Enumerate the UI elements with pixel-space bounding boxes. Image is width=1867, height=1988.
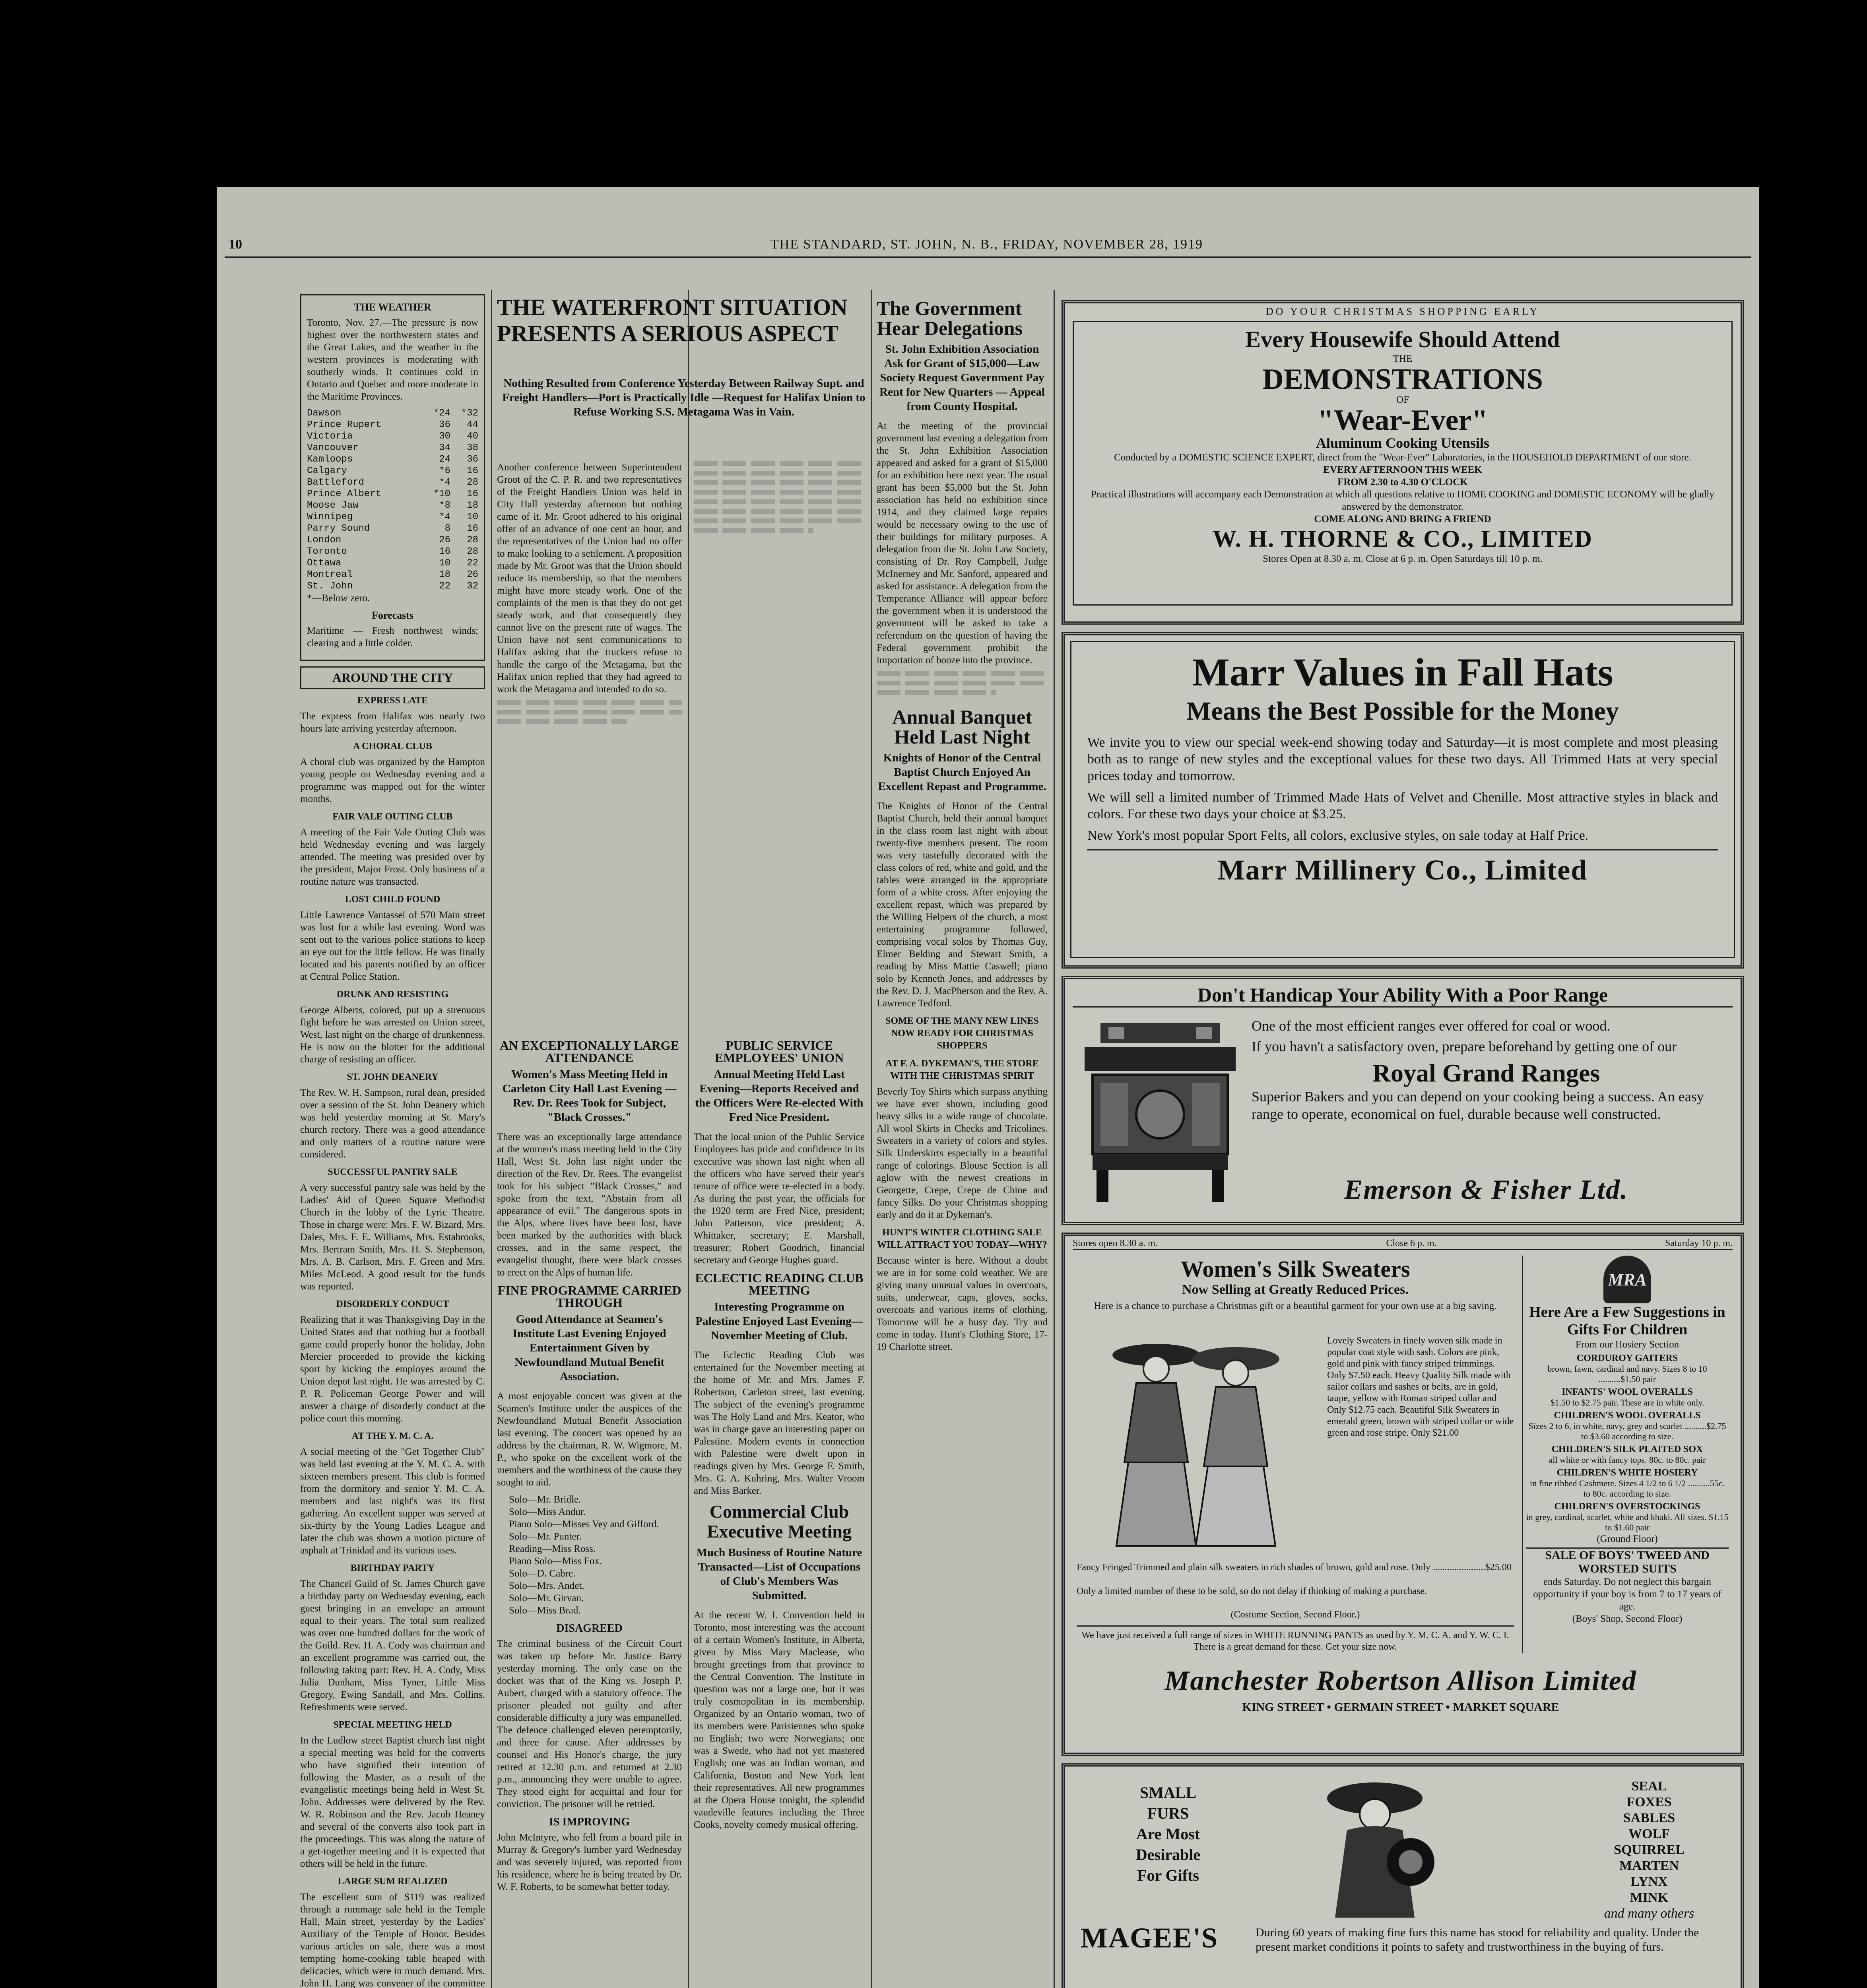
city-item-head: SPECIAL MEETING HELD — [333, 1720, 452, 1730]
dykeman-head1: SOME OF THE MANY NEW LINES NOW READY FOR CHRISTMAS SHOPPERS — [885, 1016, 1039, 1051]
weather-max: 38 — [467, 443, 478, 453]
emerson-big: Royal Grand Ranges — [1372, 1059, 1600, 1087]
weather-row — [307, 465, 478, 477]
dykeman-body: Beverly Toy Shirts which surpass anything we have ever shown, including good heavy silks in a wide range of chocolate. All wool Skirts in Checks and Tricolines. Sweaters in a variety of colors and styles. Silk Underskirts especially in a beautiful range of colorings. Blouse Section is all aglow with the newest creations in Georgette, Crepe, Crepe de Chine and fancy Silks. Do your Christmas shopping early and do it at Dykeman's. — [877, 1086, 1048, 1220]
column-4 — [877, 294, 1048, 1988]
thorne-line4: Aluminum Cooking Utensils — [1316, 435, 1490, 451]
gift-text: brown, fawn, cardinal and navy. Sizes 8 to 10 ..........$1.50 pair — [1547, 1364, 1707, 1384]
weather-max: 16 — [467, 523, 478, 534]
marr-line2: Means the Best Possible for the Money — [1186, 697, 1619, 726]
weather-city: Ottawa — [307, 558, 342, 569]
mra-monogram: MRA — [1603, 1256, 1651, 1303]
weather-max: 16 — [467, 466, 478, 476]
header-rule — [225, 256, 1751, 258]
women-sweater-illustration — [1077, 1331, 1315, 1554]
mra-desc: Lovely Sweaters in finely woven silk made in popular coat style with sash. Colors are pink, gold and pink with fancy striped trimmings. Only $7.50 each. Heavy Quality Silk made with sailor collars and sashes or belts, are in gold, taupe, yellow with Roman striped collar and Only $12.75 each. Beautiful Silk Sweaters in emerald green, brown with striped collar or wide green and rose stripe. Only $21.00 — [1327, 1336, 1514, 1438]
marr-p2: We will sell a limited number of Trimmed Made Hats of Velvet and Chenille. Most attractive styles in black and colors. For these two days your choice at $3.25. — [1087, 790, 1718, 821]
waterfront-deck: Nothing Resulted from Conference Yesterday Between Railway Supt. and Freight Handlers—Port is Practically Idle —Request for Halifax Union to Refuse Working S.S. Metagama Was in Vain. — [502, 377, 866, 418]
marr-p1: We invite you to view our special week-end showing today and Saturday—it is most complete and most pleasing both as to range of new styles and the exceptional values for these two days. All Trimmed Hats at very special prices today and tomorrow. — [1087, 735, 1718, 783]
city-item-text: The express from Halifax was nearly two hours late arriving yesterday afternoon. — [300, 711, 485, 734]
city-item-text: A social meeting of the "Get Together Club" was held last evening at the Y. M. C. A. with sixteen members present. This club is formed from the dormitory and senior Y. M. C. A. members and last night's was its first gathering. An excellent supper was served at six-thirty by the Young Ladies League and later the club was shown a motion picture of asphalt at Trinidad and its various uses. — [300, 1446, 485, 1556]
city-item-head: A CHORAL CLUB — [353, 741, 432, 751]
mra-hours-mid: Close 6 p. m. — [1386, 1238, 1437, 1248]
weather-max: 16 — [467, 489, 478, 499]
city-item-text: Little Lawrence Vantassel of 570 Main street was lost for a while last evening. Word was sent out to the various police stations to keep an eye out for the little fellow. He was finally located and his parents notified by an officer at Central Police Station. — [300, 910, 485, 982]
weather-row — [307, 419, 478, 431]
newspaper-page — [217, 187, 1759, 1988]
mra-intro: Here is a chance to purchase a Christmas gift or a beautiful garment for your own use at a big saving. — [1094, 1301, 1497, 1311]
weather-row — [307, 500, 478, 511]
fine-programme-body: A most enjoyable concert was given at the Seamen's Institute under the auspices of the Newfoundland Mutual Benefit Association last evening. The concert was opened by an address by the chairman, R. W. Wigmore, M. P., who spoke on the excellent work of the members and the worthiness of the cause they sought to aid. — [497, 1391, 682, 1488]
mass-meeting-headline: AN EXCEPTIONALLY LARGE ATTENDANCE — [499, 1038, 679, 1065]
government-deck: St. John Exhibition Association Ask for Grant of $15,000—Law Society Request Government Pay Rent for New Quarters — Appeal from County Hospital. — [879, 343, 1045, 413]
waterfront-deck-area — [497, 374, 871, 437]
marr-line1: Marr Values in Fall Hats — [1192, 650, 1613, 694]
weather-max: 36 — [467, 454, 478, 465]
weather-city: Dawson — [307, 408, 342, 419]
weather-min: 16 — [439, 546, 450, 557]
programme-item: Solo—Mr. Girvan. — [509, 1593, 584, 1604]
weather-city: Montreal — [307, 569, 353, 580]
weather-min: 8 — [444, 523, 450, 534]
programme-item: Solo—Miss Brad. — [509, 1605, 581, 1616]
city-item-head: DRUNK AND RESISTING — [336, 989, 449, 1000]
page-number: 10 — [229, 237, 242, 252]
commercial-club-headline: Commercial Club Executive Meeting — [706, 1501, 852, 1541]
city-item-text: A meeting of the Fair Vale Outing Club was held Wednesday evening and was largely attended. The meeting was presided over by the president, Major Frost. Only business of a routine nature was transacted. — [300, 827, 485, 887]
mra-gifts-sub: From our Hosiery Section — [1575, 1339, 1679, 1350]
weather-min: 26 — [439, 535, 450, 546]
weather-max: 22 — [467, 558, 478, 569]
gift-text: all white or with fancy tops. 80c. to 80c. pair — [1549, 1455, 1706, 1465]
mra-gifts-floor: (Ground Floor) — [1597, 1534, 1658, 1544]
weather-max: 28 — [467, 477, 478, 488]
magee-left1: SMALL — [1139, 1784, 1197, 1802]
weather-min: *10 — [433, 489, 450, 499]
fur-item: MARTEN — [1619, 1858, 1679, 1873]
weather-min: 30 — [439, 431, 450, 442]
page-header — [229, 237, 1747, 252]
weather-city: Victoria — [307, 431, 353, 442]
mra-limited: Only a limited number of these to be sold, so do not delay if thinking of making a purchase. — [1077, 1586, 1427, 1596]
waterfront-headline: THE WATERFRONT SITUATION PRESENTS A SERIOUS ASPECT — [497, 294, 848, 346]
ad-emerson — [1062, 976, 1744, 1225]
thorne-line7: FROM 2.30 to 4.30 O'CLOCK — [1337, 477, 1468, 487]
programme-item: Solo—Miss Andur. — [509, 1507, 586, 1517]
fur-item: and many others — [1604, 1906, 1694, 1921]
thorne-line5: Conducted by a DOMESTIC SCIENCE EXPERT, direct from the "Wear-Ever" Laboratories, in the HOUSEHOLD DEPARTMENT of our store. — [1114, 452, 1691, 463]
fur-item: SQUIRREL — [1614, 1842, 1685, 1857]
weather-min: *24 — [433, 408, 450, 419]
magee-left4: Desirable — [1135, 1846, 1201, 1864]
weather-table — [307, 408, 478, 592]
government-body: At the meeting of the provincial government last evening a delegation from the St. John Exhibition Association appeared and asked for a grant of $15,000 for an exhibition here next year. The usual grant has been $5,000 but the St. John association has held no exhibition since 1914, and they claimed large repairs would be necessary owing to the use of their buildings for military purposes. A delegation from the St. John Law Society, consisting of Dr. Roy Campbell, Judge McInerney and Mr. Sanford, appeared and asked for assistance. A delegation from the Temperance Alliance will appear before the government when it is understood the government will be asked to take a referendum on the question of having the Federal government prohibit the importation of booze into the province. — [877, 421, 1048, 666]
thorne-line9: COME ALONG AND BRING A FRIEND — [1314, 514, 1491, 524]
banquet-body: The Knights of Honor of the Central Baptist Church, held their annual banquet in the class room last night with about twenty-five members present. The room was very tastefully decorated with the class colors of red, white and gold, and the tables were arranged in the appropriate form of a white cross. After enjoying the excellent repast, which was prepared by the Willing Helpers of the church, a most entertaining programme followed, comprising vocal solos by Thomas Guy, Elmer Belding and Stewart Smith, a reading by Miss Mattie Caswell; piano solo by Kenneth Jones, and addresses by the Rev. D. J. MacPherson and the Rev. A. Lawrence Tedford. — [877, 801, 1048, 1009]
ad-marr — [1062, 632, 1744, 969]
weather-row — [307, 569, 478, 580]
city-item-head: SUCCESSFUL PANTRY SALE — [328, 1167, 458, 1177]
city-item-head: AT THE Y. M. C. A. — [351, 1431, 434, 1441]
thorne-line6: EVERY AFTERNOON THIS WEEK — [1323, 464, 1482, 475]
weather-city: Prince Albert — [307, 489, 382, 499]
thorne-line2: DEMONSTRATIONS — [1262, 363, 1543, 396]
weather-row — [307, 546, 478, 557]
improving-body: John McIntyre, who fell from a board pile in Murray & Gregory's lumber yard Wednesday and was severely injured, was reported from his residence, where he is being treated by Dr. W. F. Roberts, to be somewhat better today. — [497, 1832, 682, 1892]
city-item-text: In the Ludlow street Baptist church last night a special meeting was held for the converts who have signified their intention of following the Master, as a result of the evangelistic meetings being held in West St. John. Addresses were delivered by the Rev. W. R. Robinson and the Rev. Jacob Heaney and several of the converts also took part in the proceedings. This was along the nature of a get-together meeting and it is expected that others will be held in the future. — [300, 1735, 485, 1869]
weather-max: 28 — [467, 546, 478, 557]
around-city-title: AROUND THE CITY — [300, 666, 485, 689]
city-item-text: The Chancel Guild of St. James Church gave a birthday party on Wednesday evening, each guest bringing in an envelope an amount equal to their years. The total sum realized was over one hundred dollars for the work of the Guild. Rev. H. A. Cody was chairman and an excellent programme was carried out, the following taking part: Rev. H. A. Cody, Miss Julia Dunham, Miss Tyner, Little Miss Gregory, Ewing Sandall, and Mrs. Collins. Refreshments were served. — [300, 1578, 485, 1712]
weather-min: 36 — [439, 419, 450, 430]
disagreed-body: The criminal business of the Circuit Court was taken up before Mr. Justice Barry yesterday morning. The only case on the docket was that of the King vs. Joseph P. Aubert, charged with a statutory offence. The prisoner pleaded not guilty and after considerable difficulty a jury was empanelled. The defence challenged eleven peremptorily, and three for cause. After addresses by counsel and His Honor's charge, the jury retired at 12.30 p.m. and returned at 2.30 p.m., announcing they were unable to agree. They stood eight for acquittal and four for conviction. The prisoner will be retried. — [497, 1639, 682, 1809]
fur-item: LYNX — [1630, 1874, 1668, 1889]
city-item-head: LOST CHILD FOUND — [345, 894, 441, 905]
programme-item: Solo—Mr. Punter. — [509, 1531, 582, 1542]
weather-row — [307, 431, 478, 442]
thorne-line3: "Wear-Ever" — [1317, 404, 1488, 437]
magee-left2: FURS — [1147, 1804, 1189, 1822]
improving-head: IS IMPROVING — [549, 1816, 630, 1828]
city-item-head: DISORDERLY CONDUCT — [336, 1299, 449, 1309]
government-headline: The Government Hear Delegations — [877, 297, 1023, 339]
weather-city: Winnipeg — [307, 512, 353, 522]
gift-head: CHILDREN'S OVERSTOCKINGS — [1554, 1501, 1700, 1512]
fur-item: SEAL — [1631, 1779, 1667, 1794]
programme-item: Solo—D. Cabre. — [509, 1568, 576, 1579]
mra-pants: We have just received a full range of sizes in WHITE RUNNING PANTS as used by Y. M. C. A. and Y. W. C. I. There is a great demand for these. Get your size now. — [1077, 1625, 1514, 1653]
programme-list — [497, 1493, 682, 1617]
column-3 — [694, 1034, 865, 1988]
weather-city: St. John — [307, 581, 353, 592]
magee-left3: Are Most — [1136, 1825, 1200, 1843]
weather-city: Parry Sound — [307, 523, 370, 534]
weather-min: 24 — [439, 454, 450, 465]
thorne-top: DO YOUR CHRISTMAS SHOPPING EARLY — [1265, 306, 1540, 317]
weather-max: *32 — [461, 408, 478, 419]
marr-brand: Marr Millinery Co., Limited — [1087, 849, 1718, 887]
emerson-p3: Superior Bakers and you can depend on your cooking being a success. An easy range to operate, economical on fuel, durable because well constructed. — [1252, 1089, 1704, 1122]
weather-row — [307, 454, 478, 465]
mra-title: Women's Silk Sweaters — [1180, 1256, 1410, 1282]
public-service-deck: Annual Meeting Held Last Evening—Reports Received and the Officers Were Re-elected With Fred Nice President. — [695, 1068, 864, 1124]
column-divider — [688, 290, 689, 1988]
weather-max: 26 — [467, 569, 478, 580]
city-item-head: FAIR VALE OUTING CLUB — [332, 812, 453, 822]
weather-city: Moose Jaw — [307, 500, 359, 511]
magee-text: During 60 years of making fine furs this name has stood for reliability and quality. Under the present market conditions it points to safety and trustworthiness in the buying of furs. — [1256, 1926, 1699, 1953]
weather-city: Calgary — [307, 466, 347, 476]
weather-text: Toronto, Nov. 27.—The pressure is now highest over the northwestern states and the Great Lakes, and the weather in the western provinces is moderating with southerly winds. It continues cold in Ontario and Quebec and more moderate in the Maritime Provinces. — [307, 317, 478, 402]
magee-left — [1089, 1782, 1248, 1886]
gift-head: CHILDREN'S WHITE HOSIERY — [1556, 1468, 1698, 1478]
mra-boys-section: (Boys' Shop, Second Floor) — [1572, 1613, 1683, 1624]
gift-head: INFANTS' WOOL OVERALLS — [1562, 1387, 1693, 1397]
city-item-head: ST. JOHN DEANERY — [347, 1072, 439, 1082]
ad-magee — [1062, 1763, 1744, 1988]
gift-head: CHILDREN'S WOOL OVERALLS — [1554, 1410, 1701, 1421]
mra-streets: KING STREET • GERMAIN STREET • MARKET SQUARE — [1242, 1701, 1559, 1714]
mra-hours-right: Saturday 10 p. m. — [1665, 1238, 1733, 1248]
emerson-brand: Emerson & Fisher Ltd. — [1344, 1175, 1628, 1205]
fine-programme-headline: FINE PROGRAMME CARRIED THROUGH — [497, 1283, 681, 1310]
weather-max: 32 — [467, 581, 478, 592]
weather-city: Vancouver — [307, 443, 359, 453]
emerson-line1: Don't Handicap Your Ability With a Poor Range — [1073, 983, 1733, 1008]
weather-row — [307, 442, 478, 454]
thorne-of: OF — [1396, 394, 1409, 405]
mass-meeting-deck: Women's Mass Meeting Held in Carleton City Hall Last Evening — Rev. Dr. Rees Took for Subject, "Black Crosses." — [502, 1068, 677, 1124]
programme-item: Solo—Mrs. Andet. — [509, 1580, 584, 1591]
hunts-body: Because winter is here. Without a doubt we are in for some cold weather. We are giving many unusual values in overcoats, suits, underwear, caps, gloves, socks, overcoats and various items of clothing. Tomorrow will be a busy day. Try and come in today. Hunt's Clothing Store, 17-19 Charlotte street. — [877, 1255, 1048, 1352]
magee-left5: For Gifts — [1137, 1866, 1199, 1884]
mass-meeting-body: There was an exceptionally large attendance at the women's mass meeting held in the City Hall, West St. John last night under the direction of the Rev. Dr. Rees. The evangelist took for his subject "Black Crosses," and spoke from the text, "Abstain from all appearance of evil." The dangerous spots in the Alps, where lives have been lost, have been marked by the authorities with black crosses, and in the same respect, the evangelist thought, there were black crosses to erect on the Alps of human life. — [497, 1132, 682, 1278]
programme-item: Reading—Miss Ross. — [509, 1543, 596, 1554]
gift-head: CHILDREN'S SILK PLAITED SOX — [1551, 1444, 1703, 1454]
banquet-headline: Annual Banquet Held Last Night — [892, 706, 1032, 748]
below-zero-note: *—Below zero. — [307, 593, 370, 604]
weather-min: *4 — [439, 512, 450, 522]
disagreed-head: DISAGREED — [556, 1622, 623, 1635]
forecast-text: Maritime — Fresh northwest winds; clearing and a little colder. — [307, 625, 478, 648]
column-divider — [491, 290, 492, 1988]
thorne-the: THE — [1393, 353, 1413, 364]
hunts-head: HUNT'S WINTER CLOTHING SALE WILL ATTRACT YOU TODAY—WHY? — [877, 1227, 1047, 1250]
gift-text: Sizes 2 to 6, in white, navy, grey and scarlet ..........$2.75 to $3.60 according to size. — [1528, 1421, 1726, 1441]
waterfront-body-col2 — [694, 461, 865, 1038]
eclectic-deck: Interesting Programme on Palestine Enjoyed Last Evening—November Meeting of Club. — [695, 1301, 863, 1342]
fur-item: FOXES — [1626, 1795, 1672, 1809]
column-1 — [300, 294, 485, 1988]
weather-max: 40 — [467, 431, 478, 442]
column-2-lower — [497, 1034, 682, 1988]
thorne-line1: Every Housewife Should Attend — [1245, 326, 1560, 352]
weather-city: London — [307, 535, 342, 546]
weather-row — [307, 580, 478, 592]
gift-head: CORDUROY GAITERS — [1576, 1353, 1678, 1363]
weather-min: 22 — [439, 581, 450, 592]
programme-item: Piano Solo—Misses Vey and Gifford. — [509, 1519, 659, 1530]
weather-title: THE WEATHER — [354, 301, 431, 313]
weather-city: Kamloops — [307, 454, 353, 465]
gift-text: in grey, cardinal, scarlet, white and khaki. All sizes. $1.15 to $1.60 pair — [1526, 1512, 1729, 1532]
city-item-head: BIRTHDAY PARTY — [350, 1563, 435, 1573]
weather-min: 18 — [439, 569, 450, 580]
thorne-brand: W. H. THORNE & CO., LIMITED — [1213, 526, 1593, 552]
mra-hours-left: Stores open 8.30 a. m. — [1073, 1238, 1158, 1248]
city-item-text: The excellent sum of $119 was realized through a rummage sale held in the Temple Hall, Main street, yesterday by the Ladies' Auxiliary of the Temple of Honor. Besides various articles on sale, there was a most tempting home-cooking table heaped with delicacies, which were in much demand. Mrs. John H. Lang was convener of the committee — [300, 1892, 485, 1988]
weather-min: *6 — [439, 466, 450, 476]
weather-row — [307, 534, 478, 546]
weather-row — [307, 477, 478, 488]
weather-box — [300, 294, 485, 661]
mra-boys-text: ends Saturday. Do not neglect this bargain opportunity if your boy is from 7 to 17 years of age. — [1533, 1576, 1721, 1612]
city-item-text: A very successful pantry sale was held by the Ladies' Aid of Queen Square Methodist Church in the lobby of the Lyric Theatre. Those in charge were: Mrs. F. W. Bizard, Mrs. Dales, Mrs. F. E. Williams, Mrs. Estabrooks, Mrs. Bertram Smith, Mrs. H. S. Stephenson, Mrs. A. B. Carlson, Mrs. F. Green and Mrs. Miles McLeod. A good result for the funds was reported. — [300, 1182, 485, 1292]
fur-item: SABLES — [1623, 1811, 1675, 1825]
city-item-head: EXPRESS LATE — [357, 695, 428, 706]
thorne-hours: Stores Open at 8.30 a. m. Close at 6 p. m. Open Saturdays till 10 p. m. — [1263, 553, 1543, 564]
weather-row — [307, 523, 478, 534]
weather-max: 28 — [467, 535, 478, 546]
fine-programme-deck: Good Attendance at Seamen's Institute Last Evening Enjoyed Entertainment Given by Newfoundland Mutual Benefit Association. — [512, 1313, 666, 1383]
forecasts-title: Forecasts — [372, 610, 413, 621]
mra-hours — [1073, 1238, 1733, 1250]
commercial-club-deck: Much Business of Routine Nature Transacted—List of Occupations of Club's Members Was Submitted. — [696, 1546, 862, 1602]
mra-section: (Costume Section, Second Floor.) — [1230, 1609, 1360, 1620]
magee-brand: MAGEE'S — [1081, 1922, 1219, 1954]
weather-max: 18 — [467, 500, 478, 511]
mra-boys-title: SALE OF BOYS' TWEED AND WORSTED SUITS — [1526, 1547, 1729, 1576]
weather-row — [307, 511, 478, 523]
city-item-head: LARGE SUM REALIZED — [338, 1876, 448, 1887]
weather-min: *8 — [439, 500, 450, 511]
gift-text: $1.50 to $2.75 pair. These are in white only. — [1550, 1398, 1704, 1408]
mra-children-gifts — [1526, 1256, 1729, 1653]
city-item-text: A choral club was organized by the Hampton young people on Wednesday evening and a programme was mapped out for the winter months. — [300, 757, 485, 804]
ad-mra — [1062, 1233, 1744, 1756]
weather-city: Prince Rupert — [307, 419, 382, 430]
fur-item: WOLF — [1628, 1827, 1670, 1841]
waterfront-body-col1 — [497, 461, 682, 1038]
emerson-p2: If you havn't a satisfactory oven, prepare beforehand by getting one of our — [1252, 1039, 1677, 1054]
weather-max: 10 — [467, 512, 478, 522]
weather-city: Toronto — [307, 546, 347, 557]
weather-min: 34 — [439, 443, 450, 453]
dykeman-head2: AT F. A. DYKEMAN'S, THE STORE WITH THE CHRISTMAS SPIRIT — [885, 1058, 1039, 1081]
fur-item: MINK — [1630, 1890, 1669, 1905]
city-item-text: The Rev. W. H. Sampson, rural dean, presided over a session of the St. John Deanery which was held yesterday morning at St. Mary's church rectory. There was a good attendance and only matters of a routine nature were considered. — [300, 1087, 485, 1160]
weather-min: 10 — [439, 558, 450, 569]
city-item-text: George Alberts, colored, put up a strenuous fight before he was arrested on Union street, West, last night on the charge of drunkenness. He is now on the blotter for the additional charge of resisting an officer. — [300, 1005, 485, 1065]
thorne-line8: Practical illustrations will accompany each Demonstration at which all questions relative to HOME COOKING and DOMESTIC ECONOMY will be gladly answered by the demonstrator. — [1091, 489, 1714, 512]
mra-subtitle: Now Selling at Greatly Reduced Prices. — [1182, 1282, 1409, 1297]
weather-row — [307, 408, 478, 419]
masthead: THE STANDARD, ST. JOHN, N. B., FRIDAY, NOVEMBER 28, 1919 — [770, 237, 1203, 252]
banquet-deck: Knights of Honor of the Central Baptist Church Enjoyed An Excellent Repast and Programme. — [878, 751, 1046, 793]
mra-fringed: Fancy Fringed Trimmed and plain silk sweaters in rich shades of brown, gold and rose. Only ......................$25.00 — [1077, 1562, 1512, 1573]
magee-fur-list — [1582, 1778, 1717, 1922]
weather-max: 44 — [467, 419, 478, 430]
weather-city: Battleford — [307, 477, 365, 488]
public-service-body: That the local union of the Public Service Employees has pride and confidence in its executive was shown last night when all the officers who have served their year's tenure of office were re-elected in a body. As during the past year, the officials for the 1920 term are Fred Nice, president; John Patterson, vice president; A. Whittaker, secretary; E. Marshall, treasurer; Robert Goodrich, financial secretary and George Hughes guard. — [694, 1132, 865, 1266]
weather-min: *4 — [439, 477, 450, 488]
eclectic-body: The Eclectic Reading Club was entertained for the November meeting at the home of Mr. and Mrs. James F. Robertson, Carleton street, last evening. The subject of the evening's programme was The Holy Land and Mrs. Keator, who was in charge gave an interesting paper on Palestine. Modern events in connection with Palestine were dwelt upon in readings given by Mrs. George F. Smith, Mrs. G. A. Kuhring, Mrs. Walter Vroom and Miss Barker. — [694, 1350, 865, 1496]
gift-text: in fine ribbed Cashmere. Sizes 4 1/2 to 6 1/2 ..........55c. to 80c. according to size. — [1529, 1478, 1725, 1499]
waterfront-body: Another conference between Superintendent Groot of the C. P. R. and two representatives of the Freight Handlers Union was held in City Hall yesterday afternoon but nothing came of it. Mr. Groot adhered to his original offer of an advance of one cent an hour, and the representatives of the Union had no offer to make looking to a settlement. A proposition made by Mr. Groot was that the Union should reduce its membership, so that the members might have more steady work. One of the complaints of the men is that they do not get steady work, and that consequently they cannot live on the present rate of wages. The Union have not sent communications to Halifax asking that the truckers refuse to handle the cargo of the Metagama, but the Halifax union replied that they had agreed to work the Metagama and intended to do so. — [497, 462, 682, 695]
mra-gifts-title: Here Are a Few Suggestions in Gifts For Children — [1529, 1304, 1725, 1338]
around-city-items — [300, 695, 485, 1988]
city-item-text: Realizing that it was Thanksgiving Day in the United States and that nothing but a football game could properly honor the holiday, John Mercier proceeded to provide the kicking sport by kicking the employes around the Union depot last night. He was arrested by C. P. R. Policeman George Power and will answer a charge of disorderly conduct at the police court this morning. — [300, 1314, 485, 1424]
emerson-p1: One of the most efficient ranges ever offered for coal or wood. — [1252, 1018, 1611, 1034]
programme-item: Solo—Mr. Bridle. — [509, 1494, 581, 1505]
public-service-headline: PUBLIC SERVICE EMPLOYEES' UNION — [714, 1038, 844, 1065]
weather-row — [307, 488, 478, 500]
commercial-club-body: At the recent W. I. Convention held in Toronto, most interesting was the account of a certain Women's Institute, in Alberta, given by Miss Mary Maclease, who brought greetings from that province to the Central Convention. The Institute in question was not a large one, but it was truly cosmopolitan in its membership. Organized by an Ontario woman, two of its members were Parisiennes who spoke no English; two were Norwegians; one was a Swede, who had not yet mastered English; one was an Indian woman, and California, Boston and New York lent their representatives. All new programmes at the Opera House tonight, the splendid vaudeville features including the Three Cooks, novelty comedy musical offering. — [694, 1610, 865, 1830]
mra-gifts-list — [1526, 1353, 1729, 1533]
fur-lady-illustration — [1279, 1774, 1470, 1918]
eclectic-headline: ECLECTIC READING CLUB MEETING — [695, 1271, 864, 1297]
mra-sweaters — [1073, 1256, 1523, 1653]
range-stove-illustration — [1077, 1015, 1244, 1206]
column-divider — [871, 290, 872, 1988]
weather-row — [307, 557, 478, 569]
ad-thorne — [1062, 300, 1744, 625]
programme-item: Piano Solo—Miss Fox. — [509, 1556, 602, 1567]
marr-p3: New York's most popular Sport Felts, all colors, exclusive styles, on sale today at Half Price. — [1087, 828, 1589, 843]
column-divider — [1054, 290, 1055, 1988]
mra-brand: Manchester Robertson Allison Limited — [1164, 1666, 1637, 1696]
